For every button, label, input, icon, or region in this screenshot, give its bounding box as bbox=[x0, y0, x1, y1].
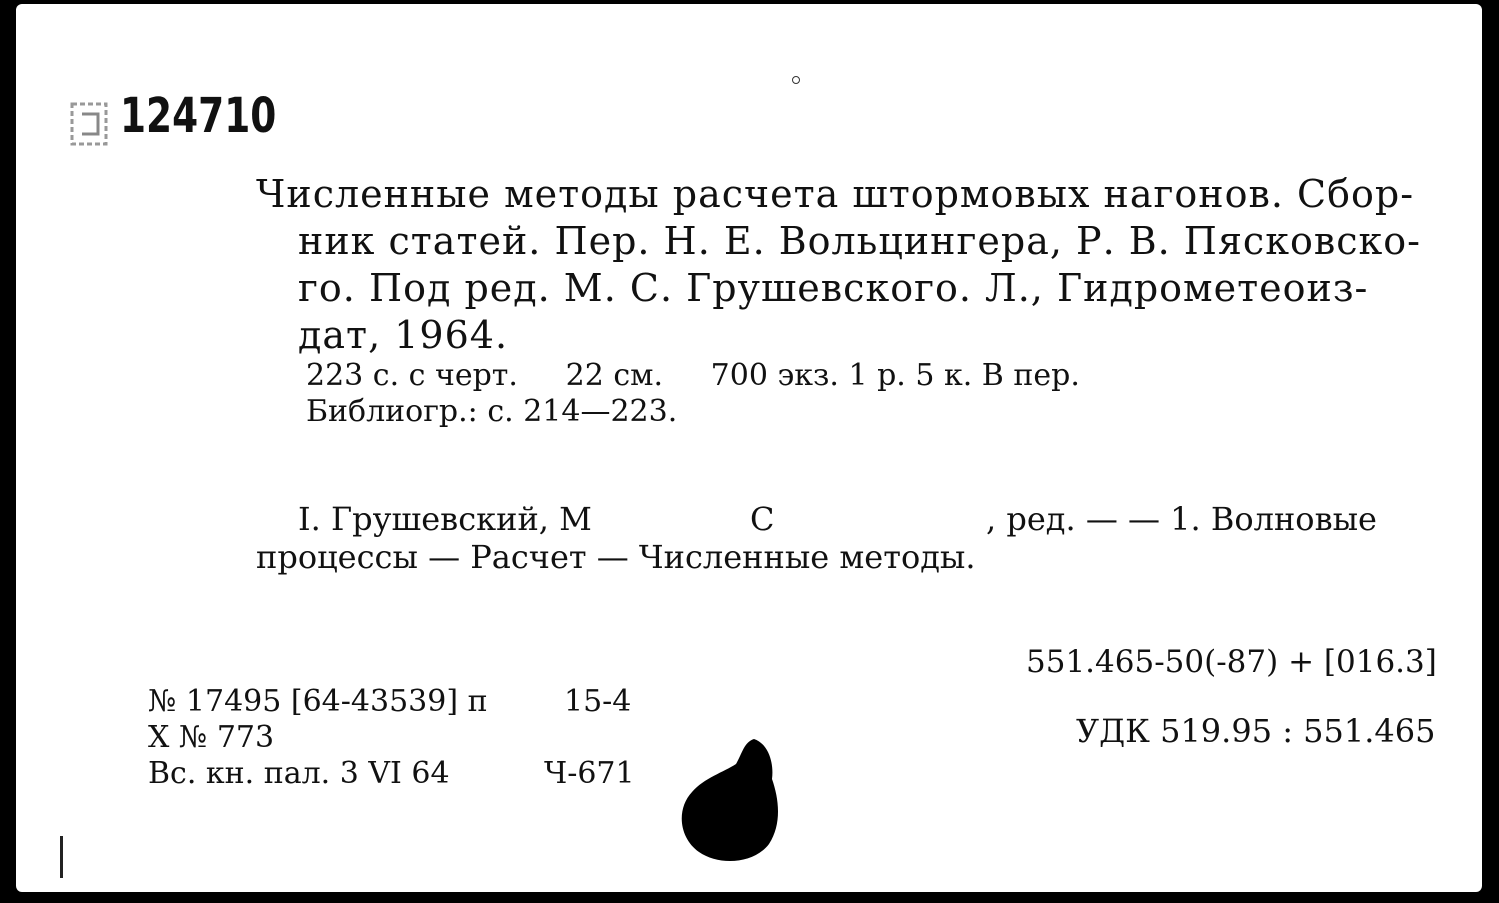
tracing-author: I. Грушевский, М bbox=[298, 500, 592, 538]
title-line-3: го. Под ред. М. С. Грушевского. Л., Гидрометеоиз- bbox=[298, 266, 1369, 310]
bibliography: Библиогр.: с. 214—223. bbox=[306, 394, 678, 429]
tracing-initial: С bbox=[750, 500, 775, 538]
order-number: Х № 773 bbox=[148, 720, 275, 755]
chamber-date: Вс. кн. пал. 3 VI 64 bbox=[148, 756, 450, 791]
title-line-1: Численные методы расчета штормовых нагонов. Сбор- bbox=[256, 172, 1415, 216]
udk-code: УДК 519.95 : 551.465 bbox=[1076, 712, 1436, 750]
hole-dot bbox=[792, 76, 800, 84]
author-mark: Ч-671 bbox=[544, 756, 635, 791]
margin-mark bbox=[60, 836, 63, 878]
accession-number: 124710 bbox=[120, 88, 277, 144]
ink-blot bbox=[674, 734, 784, 869]
title-line-2: ник статей. Пер. Н. Е. Вольцингера, Р. В. Пясковско- bbox=[298, 219, 1421, 263]
catalog-card bbox=[16, 4, 1482, 892]
class-number: 551.465-50(-87) + [016.3] bbox=[1026, 644, 1437, 680]
print-code: 15-4 bbox=[564, 684, 632, 719]
stamp-icon bbox=[68, 94, 116, 150]
card-number: № 17495 [64-43539] п bbox=[148, 684, 488, 719]
tracing-line-2: процессы — Расчет — Численные методы. bbox=[256, 538, 976, 576]
tracing-subjects: , ред. — — 1. Волновые bbox=[986, 500, 1377, 538]
title-line-4: дат, 1964. bbox=[298, 313, 509, 357]
collation: 223 с. с черт. 22 см. 700 экз. 1 р. 5 к. В пер. bbox=[306, 358, 1080, 393]
